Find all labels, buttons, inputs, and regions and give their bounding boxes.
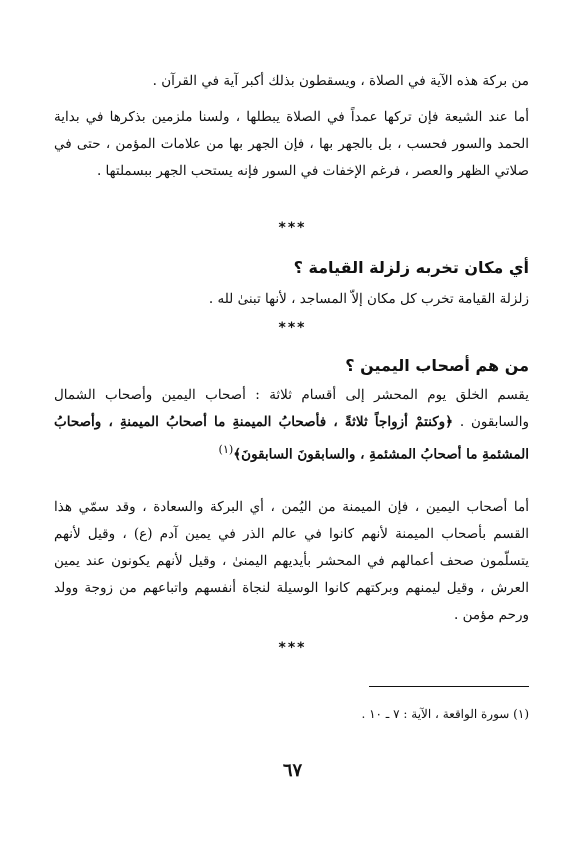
section-separator: *** [278,640,307,656]
section-separator: *** [278,220,307,236]
paragraph-shia-basmala: أما عند الشيعة فإن تركها عمداً في الصلاة يبطلها ، ولسنا ملزمين بذكرها في بداية الحمد والسور فحسب ، بل بالجهر بها ، فإن الجهر بها من علامات المؤمن ، حتى في صلاتي الظهر والعصر ، فرغم الإخفات في السور فإنه يستحب الجهر ببسملتها . [54,109,529,179]
page-number: ٦٧ [282,760,303,781]
answer-intro: يقسم الخلق يوم المحشر إلى أقسام ثلاثة : أصحاب اليمين وأصحاب الشمال والسابقون . [54,387,529,430]
question-heading-companions: من هم أصحاب اليمين ؟ [345,356,529,375]
footnote-divider [369,686,529,687]
question-heading-earthquake: أي مكان تخربه زلزلة القيامة ؟ [293,258,529,277]
footnote: (١) سورة الواقعة ، الآية : ٧ ـ ١٠ . [361,707,529,721]
paragraph-continuation: من بركة هذه الآية في الصلاة ، ويسقطون بذلك أكبر آية في القرآن . [152,73,529,89]
answer-companions [54,382,529,469]
paragraph-companions-explanation: أما أصحاب اليمين ، فإن الميمنة من اليُمن ، أي البركة والسعادة ، وقد سمّي هذا القسم بأصحاب الميمنة لأنهم كانوا في عالم الذر في يمين آدم (ع) ، وقيل لأنهم يتسلّمون صحف أعمالهم في المحشر بأيديهم اليمنىٰ ، وقيل لأنهم يكونون عند يمين العرش ، وقيل ليمنهم وبركتهم كانوا الوسيلة لنجاة أنفسهم واتباعهم من زوجة وولد ورحم مؤمن . [54,499,529,623]
answer-earthquake: زلزلة القيامة تخرب كل مكان إلاّ المساجد ، لأنها تبنىٰ لله . [208,291,529,307]
quran-verse: ﴿وكنتمْ أزواجاً ثلاثةً ، فأصحابُ الميمنةِ ما أصحابُ الميمنةِ ، وأصحابُ المشئمةِ ما أصحابُ المشئمةِ ، والسابقونَ السابقونَ﴾ [54,414,529,463]
section-separator: *** [278,320,307,336]
footnote-ref: (١) [218,443,234,456]
